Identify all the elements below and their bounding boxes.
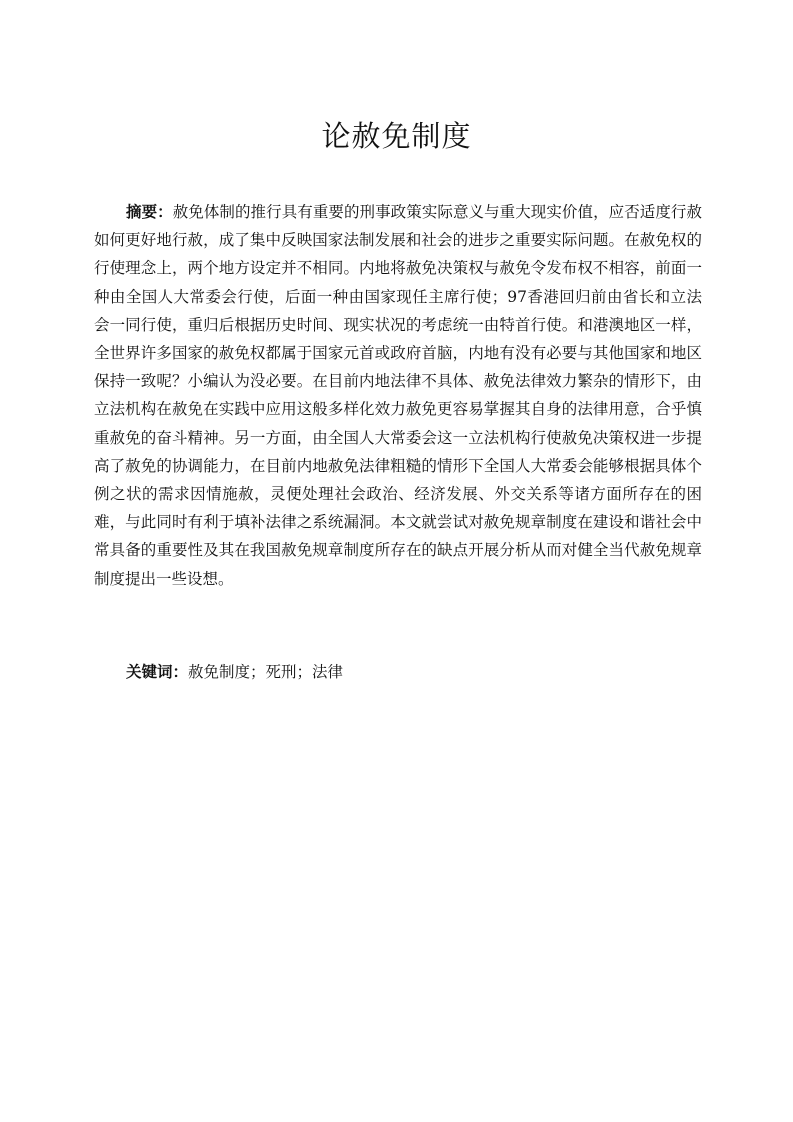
keywords-text: 赦免制度；死刑；法律	[188, 663, 344, 681]
abstract-text: 赦免体制的推行具有重要的刑事政策实际意义与重大现实价值，应否适度行赦如何更好地行赦，成了集中反映国家法制发展和社会的进步之重要实际问题。在赦免权的行使理念上，两个地方设定并不相同。内地将赦免决策权与赦免令发布权不相容，前面一种由全国人大常委会行使，后面一种由国家现任主席行使；97香港回归前由省长和立法会一同行使，重归后根据历史时间、现实状况的考虑统一由特首行使。和港澳地区一样，全世界许多国家的赦免权都属于国家元首或政府首脑，内地有没有必要与其他国家和地区保持一致呢？小编认为没必要。在目前内地法律不具体、赦免法律效力繁杂的情形下，由立法机构在赦免在实践中应用这般多样化效力赦免更容易掌握其自身的法律用意，合乎慎重赦免的奋斗精神。另一方面，由全国人大常委会这一立法机构行使赦免决策权进一步提高了赦免的协调能力，在目前内地赦免法律粗糙的情形下全国人大常委会能够根据具体个例之状的需求因情施赦，灵便处理社会政治、经济发展、外交关系等诸方面所存在的困难，与此同时有利于填补法律之系统漏洞。本文就尝试对赦免规章制度在建设和谐社会中常具备的重要性及其在我国赦免规章制度所存在的缺点开展分析从而对健全当代赦免规章制度提出一些设想。	[94, 203, 702, 588]
abstract-paragraph	[94, 198, 702, 593]
keywords-label: 关键词：	[126, 663, 189, 681]
page-title: 论赦免制度	[321, 119, 472, 153]
abstract-label: 摘要：	[126, 203, 173, 221]
keywords-line	[126, 658, 702, 686]
